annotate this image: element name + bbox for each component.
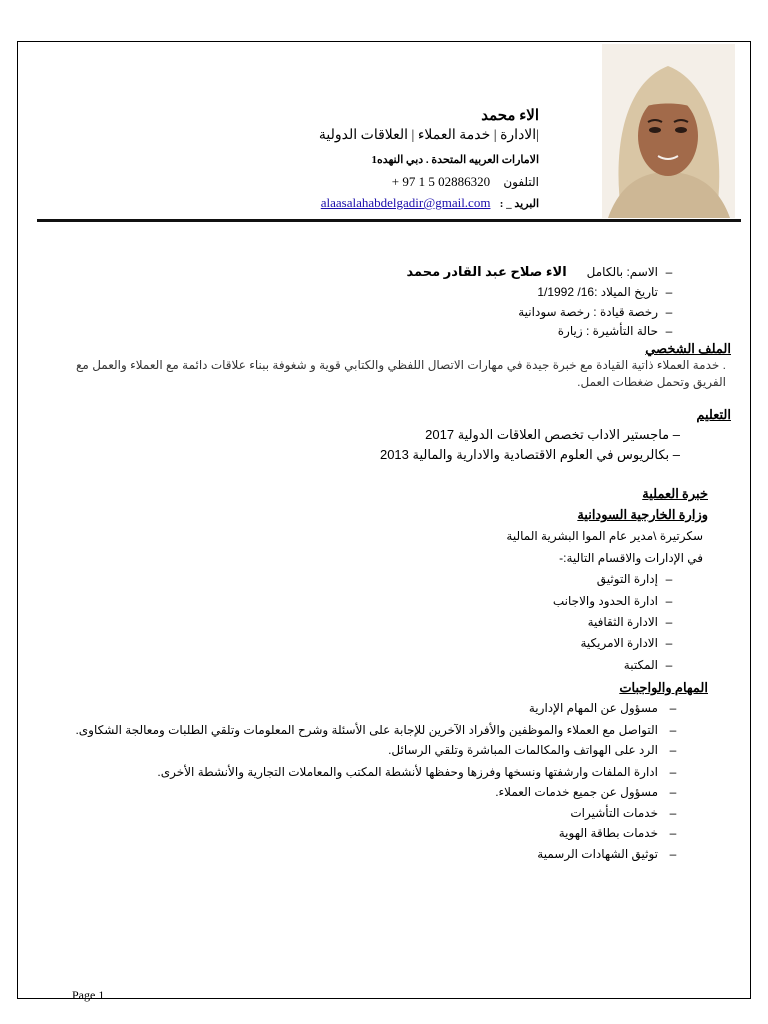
personal-license-row (518, 305, 680, 319)
bullet-dash: – (665, 615, 673, 629)
bullet-dash: – (665, 572, 673, 586)
dept-label: الادارة الامريكية (580, 636, 658, 650)
education-item: – بكالريوس في العلوم الاقتصادية والادارية والمالية 2013 (379, 447, 680, 462)
bullet-dash: – (665, 658, 673, 672)
visa: حالة التأشيرة : زيارة (557, 324, 658, 338)
phone-label: التلفون (503, 175, 539, 189)
experience-org: وزارة الخارجية السودانية (577, 507, 708, 522)
dob: تاريخ الميلاد :16/ 1/1992 (537, 285, 658, 299)
bullet-dash: – (665, 265, 673, 279)
experience-heading: خبرة العملية (642, 486, 708, 501)
bullet-dash: – (669, 743, 677, 757)
duty-item (537, 847, 688, 861)
profile-heading: الملف الشخصي (645, 341, 731, 356)
duty-item (75, 723, 688, 737)
duty-label: توثيق الشهادات الرسمية (537, 847, 658, 861)
education-item: – ماجستير الاداب تخصص العلاقات الدولية 2017 (425, 427, 680, 442)
duty-label: ادارة الملفات وارشفتها ونسخها وفرزها وحفظها لأنشطة المكتب والمعاملات التجارية والأنشطة الأخرى. (157, 765, 658, 779)
duties-heading: المهام والواجبات (619, 680, 708, 695)
duty-item (559, 826, 688, 840)
profile-text: . خدمة العملاء ذاتية القيادة مع خبرة جيدة في مهارات الاتصال اللفظي والكتابي قوية و شغوفة ببناء علاقات دائمة مع العملاء والعمل مع الفريق وتحمل ضغطات العمل. (76, 358, 726, 389)
bullet-dash: – (669, 701, 677, 715)
header-title: |الادارة | خدمة العملاء | العلاقات الدولية (318, 128, 539, 143)
personal-visa-row (558, 324, 680, 338)
header-email-row (321, 195, 539, 211)
bullet-dash: – (665, 324, 673, 338)
portrait-photo-icon (602, 44, 735, 218)
dept-item (597, 572, 680, 586)
email-label: البريد _ : (499, 198, 539, 210)
header-name: الاء محمد (481, 108, 539, 124)
bullet-dash: – (669, 723, 677, 737)
bullet-dash: – (669, 765, 677, 779)
dept-item (624, 658, 680, 672)
dept-item (580, 636, 680, 650)
education-heading: التعليم (696, 407, 731, 422)
bullet-dash: – (669, 826, 677, 840)
duty-item (495, 785, 688, 799)
experience-intro: في الإدارات والاقسام التالية:- (559, 551, 703, 565)
full-name: الاء صلاح عبد القادر محمد (406, 264, 567, 279)
duty-item (570, 806, 688, 820)
license: رخصة قيادة : رخصة سودانية (518, 305, 658, 319)
duty-label: مسؤول عن جميع خدمات العملاء. (495, 785, 658, 799)
bullet-dash: – (665, 285, 673, 299)
phone-number: + 97 1 5 02886320 (391, 174, 491, 189)
full-name-label: الاسم: بالكامل (586, 265, 658, 279)
personal-dob-row (537, 285, 680, 299)
page-number: Page 1 (72, 988, 105, 1002)
duty-label: خدمات بطاقة الهوية (558, 826, 658, 840)
duty-label: مسؤول عن المهام الإدارية (528, 701, 658, 715)
duty-label: الرد على الهواتف والمكالمات المباشرة وتلقي الرسائل. (388, 743, 658, 757)
header-divider (37, 219, 741, 222)
duty-item (388, 743, 688, 757)
bullet-dash: – (669, 785, 677, 799)
dept-label: الادارة الثقافية (587, 615, 658, 629)
bullet-dash: – (665, 594, 673, 608)
experience-role: سكرتيرة \مدير عام الموا البشرية المالية (506, 529, 703, 543)
header-phone-row (392, 174, 539, 190)
dept-item (553, 594, 680, 608)
dept-item (588, 615, 680, 629)
profile-photo (602, 44, 735, 218)
dept-label: إدارة التوثيق (596, 572, 658, 586)
dept-label: المكتبة (623, 658, 658, 672)
duty-label: خدمات التأشيرات (570, 806, 658, 820)
duty-item (529, 701, 688, 715)
bullet-dash: – (669, 847, 677, 861)
duty-label: التواصل مع العملاء والموظفين والأفراد الآخرين للإجابة على الأسئلة وشرح المعلومات وتلقي الطلبات ومعالجة الشكاوى. (75, 723, 658, 737)
duty-item (157, 765, 688, 779)
email-link[interactable]: alaasalahabdelgadir@gmail.com (320, 195, 491, 210)
personal-name-row (407, 264, 680, 280)
header-address: الامارات العربيه المتحدة . دبي النهده1 (371, 154, 539, 166)
bullet-dash: – (665, 305, 673, 319)
bullet-dash: – (665, 636, 673, 650)
dept-label: ادارة الحدود والاجانب (552, 594, 658, 608)
bullet-dash: – (669, 806, 677, 820)
